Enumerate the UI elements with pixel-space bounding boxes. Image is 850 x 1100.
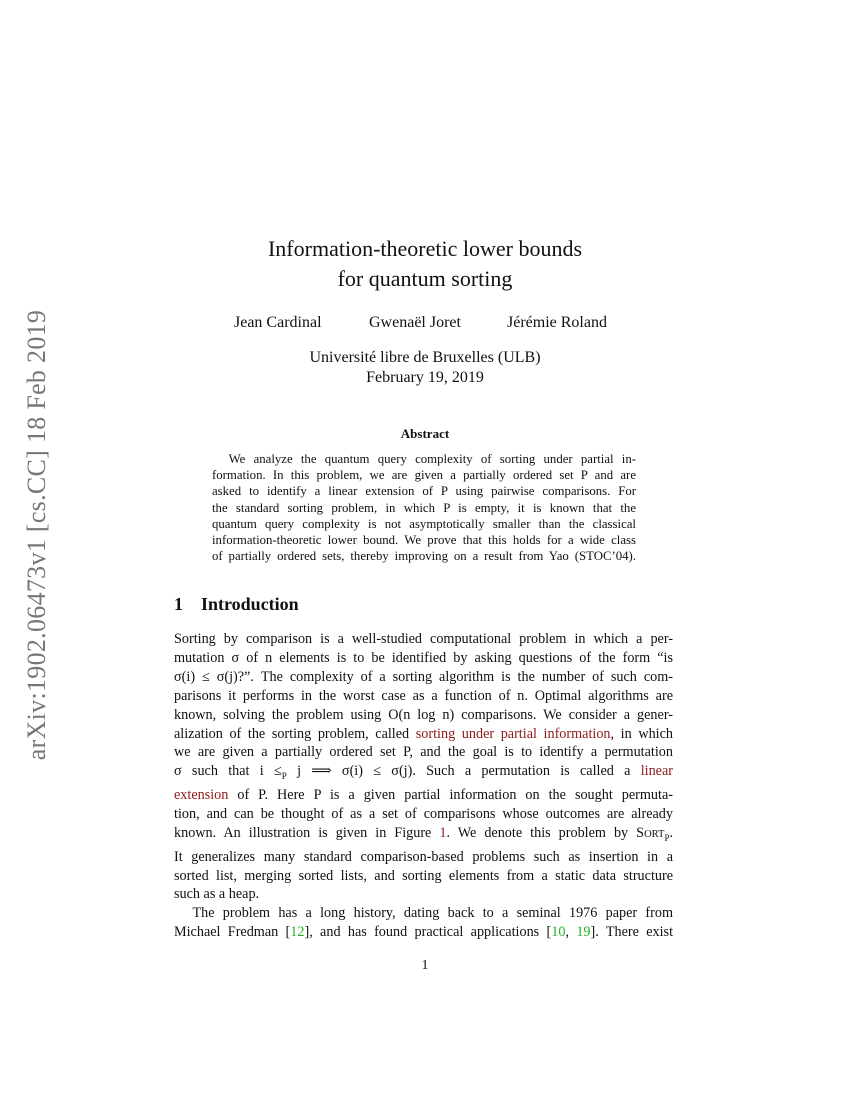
link-linear-extension-cont[interactable]: extension — [174, 787, 229, 804]
abstract-heading: Abstract — [400, 426, 450, 441]
citation-link[interactable]: 19 — [576, 924, 591, 941]
body-line — [174, 762, 673, 786]
section-title: Introduction — [201, 594, 299, 614]
text-fragment: . — [669, 824, 673, 841]
text-fragment: j ⟹ σ(i) ≤ σ(j). Such a permutation is called a — [286, 763, 641, 780]
abstract-line: asked to identify a linear extension of P using pairwise comparisons. For — [212, 484, 636, 499]
body-line: It generalizes many standard comparison-based problems such as insertion in a — [174, 848, 673, 865]
text-fragment: known. An illustration is given in Figure — [174, 824, 440, 841]
subscript-p: P — [281, 771, 287, 782]
text-fragment: ], and has found practical applications [ — [304, 924, 552, 941]
author-name: Jean Cardinal — [234, 314, 322, 331]
figure-reference-link[interactable]: 1 — [439, 824, 447, 841]
affiliation: Université libre de Bruxelles (ULB) — [309, 349, 541, 366]
body-line: Sorting by comparison is a well-studied computational problem in which a per- — [174, 631, 673, 647]
body-text — [174, 630, 673, 942]
body-line: The problem has a long history, dating back to a seminal 1976 paper from — [192, 905, 673, 922]
abstract-line: formation. In this problem, we are given a partially ordered set P and are — [212, 468, 636, 483]
abstract-body — [212, 451, 636, 564]
body-line: such as a heap. — [174, 886, 260, 903]
title-line-2: for quantum sorting — [337, 266, 513, 291]
body-line: sorted list, merging sorted lists, and sorting elements from a static data structure — [174, 867, 673, 884]
abstract-line: of partially ordered sets, thereby improving on a result from Yao (STOC’04). — [212, 549, 636, 564]
text-fragment: ]. There exist — [590, 924, 673, 941]
abstract-line: We analyze the quantum query complexity of sorting under partial in- — [228, 452, 636, 466]
section-heading — [174, 594, 299, 615]
link-sorting-under-partial-information[interactable]: sorting under partial information — [415, 725, 611, 742]
page-number: 1 — [421, 958, 429, 973]
abstract-line: the standard sorting problem, in which P is empty, it is known that the — [212, 500, 636, 515]
text-fragment: . We denote this problem by S — [446, 824, 645, 841]
abstract-line: quantum query complexity is not asymptotically smaller than the classical — [212, 516, 636, 531]
text-fragment: , — [565, 924, 577, 941]
arxiv-identifier: arXiv:1902.06473v1 [cs.CC] 18 Feb 2019 — [22, 309, 51, 761]
paper-date: February 19, 2019 — [366, 369, 484, 386]
author-list — [0, 314, 850, 336]
paper-title — [0, 234, 850, 294]
body-line: tion, and can be thought of as a set of comparisons whose outcomes are already — [174, 805, 673, 822]
body-line — [174, 824, 673, 848]
author-name: Gwenaël Joret — [369, 314, 461, 331]
text-fragment: alization of the sorting problem, called — [174, 725, 416, 742]
text-fragment: σ such that i ≤ — [174, 763, 282, 780]
small-caps-fragment: ORT — [644, 828, 665, 840]
body-line: known, solving the problem using O(n log n) comparisons. We consider a gener- — [174, 706, 673, 723]
body-line — [174, 923, 673, 942]
link-linear-extension[interactable]: linear — [640, 763, 673, 780]
body-line — [174, 786, 673, 805]
text-fragment: of P. Here P is a given partial information on the sought permuta- — [228, 787, 673, 804]
affiliation-block — [0, 348, 850, 388]
body-line: σ(i) ≤ σ(j)?”. The complexity of a sorting algorithm is the number of such com- — [174, 668, 673, 685]
subscript-p: P — [664, 832, 670, 843]
body-line — [174, 725, 673, 744]
title-line-1: Information-theoretic lower bounds — [267, 236, 582, 261]
body-line: parisons it performs in the worst case as a function of n. Optimal algorithms are — [174, 687, 673, 704]
body-line: we are given a partially ordered set P, and the goal is to identify a permutation — [174, 744, 673, 761]
body-line: mutation σ of n elements is to be identified by asking questions of the form “is — [174, 649, 673, 666]
abstract-line: information-theoretic lower bound. We prove that this holds for a wide class — [212, 533, 636, 548]
author-name: Jérémie Roland — [507, 314, 607, 331]
citation-link[interactable]: 12 — [290, 924, 305, 941]
citation-link[interactable]: 10 — [551, 924, 566, 941]
text-fragment: Michael Fredman [ — [174, 924, 291, 941]
section-number: 1 — [174, 594, 183, 614]
text-fragment: , in which — [610, 725, 673, 742]
